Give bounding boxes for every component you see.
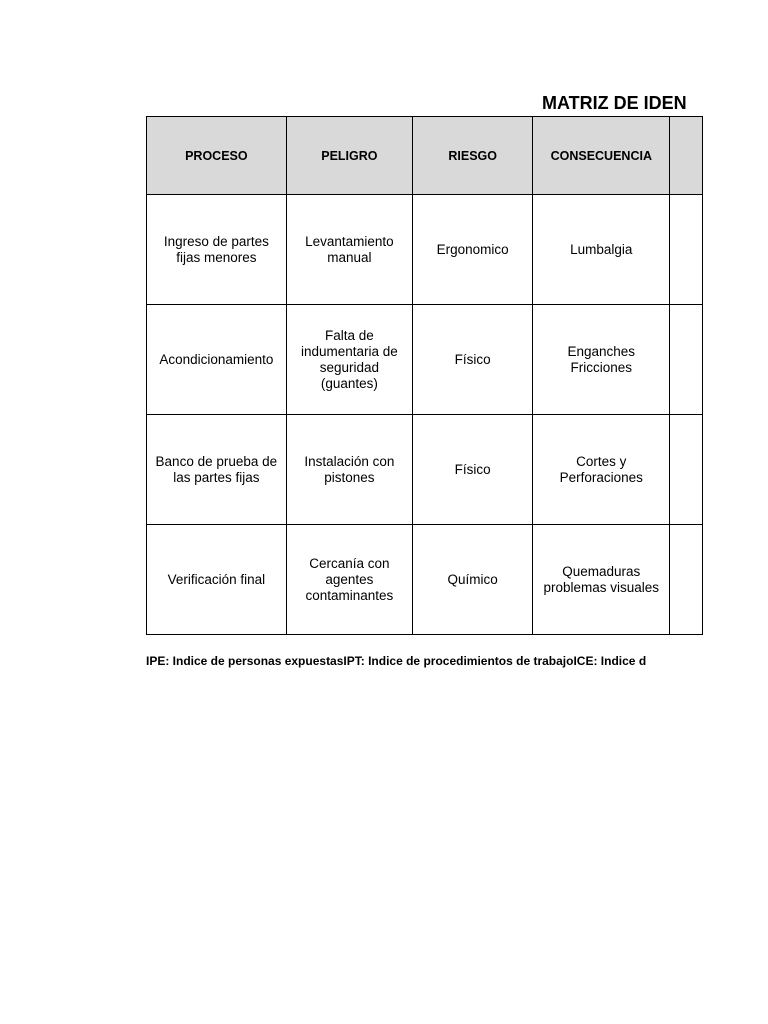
- title-area: [146, 86, 703, 118]
- cell-consecuencia: Quemaduras problemas visuales: [533, 525, 670, 635]
- matrix-table-viewport: [146, 116, 703, 635]
- table-row: [147, 305, 703, 415]
- legend-viewport: [146, 652, 703, 672]
- cell-cut-off: [670, 525, 703, 635]
- cell-consecuencia: Cortes y Perforaciones: [533, 415, 670, 525]
- legend-ipt: IPT: Indice de procedimientos de trabajo: [343, 654, 574, 668]
- cell-riesgo: Físico: [413, 305, 533, 415]
- cell-peligro: Falta de indumentaria de seguridad (guantes): [286, 305, 412, 415]
- cell-consecuencia: Enganches Fricciones: [533, 305, 670, 415]
- header-riesgo: RIESGO: [413, 117, 533, 195]
- cell-cut-off: [670, 415, 703, 525]
- table-row: [147, 195, 703, 305]
- legend-ice: ICE: Indice d: [573, 654, 647, 668]
- cell-proceso: Banco de prueba de las partes fijas: [147, 415, 287, 525]
- header-proceso: PROCESO: [147, 117, 287, 195]
- table-row: [147, 415, 703, 525]
- matrix-title: MATRIZ DE IDEN: [542, 93, 687, 113]
- cell-riesgo: Químico: [413, 525, 533, 635]
- cell-peligro: Instalación con pistones: [286, 415, 412, 525]
- table-row: [147, 525, 703, 635]
- cell-proceso: Ingreso de partes fijas menores: [147, 195, 287, 305]
- header-peligro: PELIGRO: [286, 117, 412, 195]
- cell-riesgo: Ergonomico: [413, 195, 533, 305]
- cell-proceso: Acondicionamiento: [147, 305, 287, 415]
- cell-consecuencia: Lumbalgia: [533, 195, 670, 305]
- cell-peligro: Levantamiento manual: [286, 195, 412, 305]
- table-header-row: [147, 117, 703, 195]
- header-cut-off: [670, 117, 703, 195]
- cell-proceso: Verificación final: [147, 525, 287, 635]
- legend-ipe: IPE: Indice de personas expuestas: [146, 654, 344, 668]
- cell-cut-off: [670, 195, 703, 305]
- header-consecuencia: CONSECUENCIA: [533, 117, 670, 195]
- matrix-table: [146, 116, 703, 635]
- cell-riesgo: Físico: [413, 415, 533, 525]
- cell-cut-off: [670, 305, 703, 415]
- legend-line: [146, 652, 703, 670]
- cell-peligro: Cercanía con agentes contaminantes: [286, 525, 412, 635]
